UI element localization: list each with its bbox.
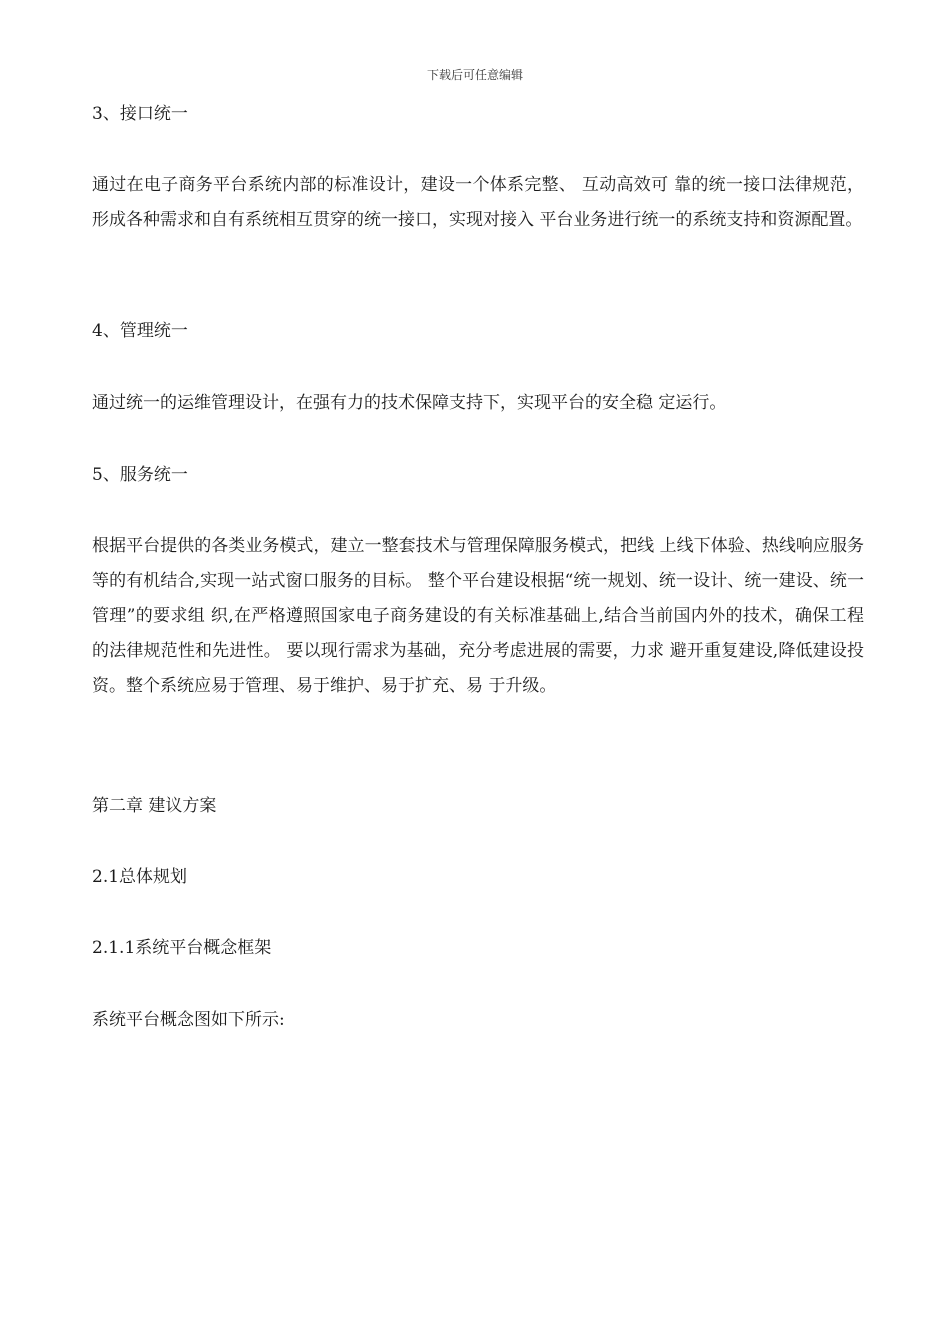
section-heading-management: 4、管理统一: [92, 321, 188, 341]
subsection-title: 2.1.1系统平台概念框架: [92, 938, 272, 958]
section-heading-service: 5、服务统一: [92, 465, 188, 485]
section-heading-interface: 3、接口统一: [92, 104, 188, 124]
intro-text: 系统平台概念图如下所示:: [92, 1010, 285, 1030]
page-header-note: 下载后可任意编辑: [426, 68, 523, 82]
section-body-service: 根据平台提供的各类业务模式，建立一整套技术与管理保障服务模式，把线 上线下体验、热线响应服务等的有机结合,实现一站式窗口服务的目标。 整个平台建设根据“统一规划、统一设计、统一建设、统一管理”的要求组 织,在严格遵照国家电子商务建设的有关标准基础上,结合当前国内外的技术，确保工程的法律规范性和先进性。 要以现行需求为基础，充分考虑进展的需要，力求 避开重复建设,降低建设投资。整个系统应易于管理、易于维护、易于扩充、易 于升级。: [92, 536, 864, 696]
section-body-management: 通过统一的运维管理设计，在强有力的技术保障支持下，实现平台的安全稳 定运行。: [92, 393, 727, 413]
section-body-interface: 通过在电子商务平台系统内部的标准设计，建设一个体系完整、 互动高效可 靠的统一接口法律规范，形成各种需求和自有系统相互贯穿的统一接口，实现对接入 平台业务进行统一的系统支持和资源配置。: [92, 175, 864, 230]
chapter-title: 第二章 建议方案: [92, 796, 217, 816]
section-title: 2.1总体规划: [92, 867, 188, 887]
